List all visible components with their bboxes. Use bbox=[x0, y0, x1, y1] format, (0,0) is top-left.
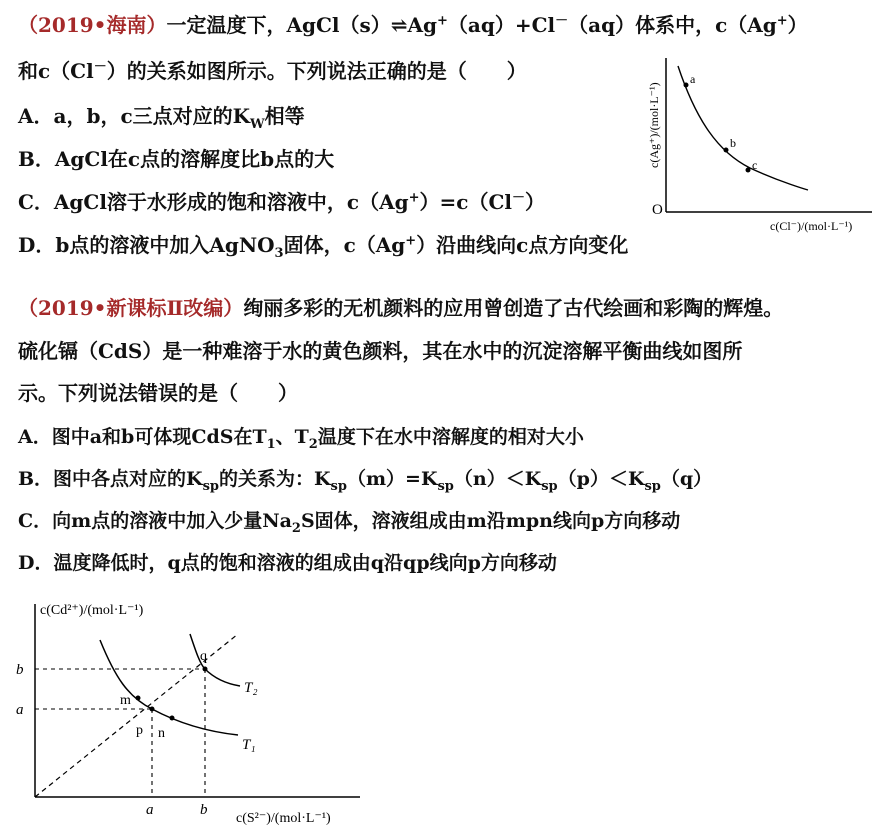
q2-stem-line2: 硫化镉（CdS）是一种难溶于水的黄色颜料，其在水中的沉淀溶解平衡曲线如图所 bbox=[18, 339, 743, 363]
q2-curve-T2 bbox=[190, 634, 240, 686]
q2-point-n-label: n bbox=[158, 726, 165, 741]
q1-point-c-dot bbox=[746, 168, 751, 173]
q2-x-tick-a: a bbox=[146, 802, 154, 818]
q1-stem-line1: （2019•海南）一定温度下，AgCl（s）⇌Ag+（aq）+Cl－（aq）体系中，c（Ag+） bbox=[18, 13, 808, 37]
q2-stem-line1: （2019•新课标Ⅱ改编）绚丽多彩的无机颜料的应用曾创造了古代绘画和彩陶的辉煌。 bbox=[18, 296, 784, 320]
q1-stem-line2: 和c（Cl－）的关系如图所示。下列说法正确的是（ ） bbox=[18, 59, 527, 83]
q2-point-n-dot bbox=[170, 716, 175, 721]
q2-point-p-dot bbox=[150, 707, 155, 712]
q2-x-axis-label: c(S²⁻)/(mol·L⁻¹) bbox=[236, 811, 331, 826]
q2-diagonal-line bbox=[35, 634, 238, 797]
q2-option-a: A．图中a和b可体现CdS在$T_1$、$T_2$温度下在水中溶解度的相对大小 bbox=[18, 426, 584, 452]
q1-y-axis-label: c(Ag⁺)/(mol·L⁻¹) bbox=[647, 82, 661, 168]
q1-curve bbox=[678, 66, 808, 190]
q1-option-d: D．b点的溶液中加入AgNO$_3$固体，c（Ag+）沿曲线向c点方向变化 bbox=[18, 233, 629, 261]
q1-point-c-label: c bbox=[752, 158, 758, 172]
q2-figure bbox=[0, 592, 380, 832]
q1-source: （2019•海南） bbox=[18, 13, 167, 37]
q1-option-b: B．AgCl在c点的溶解度比b点的大 bbox=[18, 147, 335, 171]
q1-x-axis-label: c(Cl⁻)/(mol·L⁻¹) bbox=[770, 219, 853, 233]
q1-point-a-dot bbox=[684, 83, 689, 88]
q1-point-b-dot bbox=[724, 148, 729, 153]
q1-figure bbox=[630, 50, 880, 240]
q1-origin-label: O bbox=[652, 202, 663, 218]
q2-source: （2019•新课标Ⅱ改编） bbox=[18, 296, 244, 320]
q1-option-a: A．a，b，c三点对应的$K_W$相等 bbox=[18, 104, 305, 132]
q2-option-c: C．向m点的溶液中加入少量$Na_2S$固体，溶液组成由m沿mpn线向p方向移动 bbox=[18, 510, 681, 536]
q2-option-d: D．温度降低时，q点的饱和溶液的组成由q沿qp线向p方向移动 bbox=[18, 552, 557, 574]
q2-point-p-label: p bbox=[136, 723, 143, 738]
q2-curve-T2-label: T₂ bbox=[244, 680, 258, 696]
q2-y-tick-b: b bbox=[16, 662, 24, 678]
q2-x-tick-b: b bbox=[200, 802, 208, 818]
q1-option-c: C．AgCl溶于水形成的饱和溶液中，c（Ag+）=c（Cl－） bbox=[18, 190, 545, 214]
q1-point-a-label: a bbox=[690, 72, 696, 86]
q2-point-m-dot bbox=[136, 696, 141, 701]
q2-stem-line3: 示。下列说法错误的是（ ） bbox=[18, 381, 298, 405]
q2-y-tick-a: a bbox=[16, 702, 24, 718]
q1-point-b-label: b bbox=[730, 136, 736, 150]
q2-point-m-label: m bbox=[120, 693, 131, 708]
q2-option-b: B．图中各点对应的$K_{sp}$的关系为：$K_{sp}(m)=K_{sp}(n)<K_{sp}(p)<K_{sp}(q)$ bbox=[18, 468, 713, 494]
q2-point-q-label: q bbox=[200, 649, 207, 664]
q2-curve-T1 bbox=[100, 640, 238, 735]
q2-point-q-dot bbox=[203, 667, 208, 672]
q2-y-axis-label: c(Cd²⁺)/(mol·L⁻¹) bbox=[40, 603, 144, 618]
q2-curve-T1-label: T₁ bbox=[242, 737, 256, 753]
